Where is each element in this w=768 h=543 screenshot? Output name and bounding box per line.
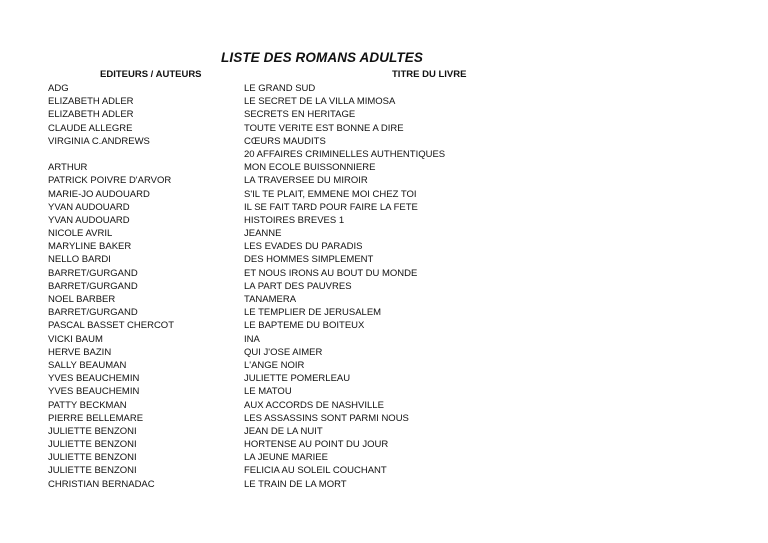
table-row [0,95,768,108]
table-row [0,253,768,266]
book-title-cell: JEAN DE LA NUIT [244,425,323,437]
table-row [0,188,768,201]
book-title-cell: LE MATOU [244,386,292,398]
table-row [0,333,768,346]
author-cell: BARRET/GURGAND [48,307,138,319]
author-cell: YVAN AUDOUARD [48,201,130,213]
table-row [0,399,768,412]
author-cell: PATTY BECKMAN [48,399,127,411]
author-cell: PATRICK POIVRE D'ARVOR [48,175,172,187]
book-title-cell: LE TRAIN DE LA MORT [244,478,347,490]
table-row [0,161,768,174]
author-cell: PASCAL BASSET CHERCOT [48,320,174,332]
book-title-cell: LES ASSASSINS SONT PARMI NOUS [244,412,409,424]
table-row [0,293,768,306]
author-cell: BARRET/GURGAND [48,267,138,279]
book-title-cell: TANAMERA [244,294,297,305]
author-cell: NELLO BARDI [48,254,111,266]
author-cell: YVAN AUDOUARD [48,214,130,226]
author-cell: ELIZABETH ADLER [48,109,134,121]
table-row [0,240,768,253]
book-title-cell: LE SECRET DE LA VILLA MIMOSA [244,96,396,108]
book-title-cell: 20 AFFAIRES CRIMINELLES AUTHENTIQUES [244,148,446,160]
author-cell: HERVE BAZIN [48,346,112,358]
table-row [0,135,768,148]
book-title-cell: LA JEUNE MARIEE [244,452,328,464]
author-cell: PIERRE BELLEMARE [48,412,144,424]
book-title-cell: LE GRAND SUD [244,83,316,94]
author-cell: CHRISTIAN BERNADAC [48,478,155,490]
table-row [0,425,768,438]
author-cell: SALLY BEAUMAN [48,359,127,371]
author-cell: BARRET/GURGAND [48,280,138,292]
author-cell: CLAUDE ALLEGRE [48,122,133,134]
table-row [0,148,768,161]
book-title-cell: FELICIA AU SOLEIL COUCHANT [244,465,387,477]
author-cell: YVES BEAUCHEMIN [48,386,140,398]
book-title-cell: MON ECOLE BUISSONNIERE [244,162,376,174]
book-title-cell: ET NOUS IRONS AU BOUT DU MONDE [244,267,418,279]
authors-column-header: EDITEURS / AUTEURS [100,69,202,80]
table-row [0,174,768,187]
author-cell: YVES BEAUCHEMIN [48,373,140,385]
table-row [0,214,768,227]
author-cell: VICKI BAUM [48,333,103,345]
table-row [0,306,768,319]
book-title-cell: LE BAPTEME DU BOITEUX [244,320,365,332]
titles-column-header: TITRE DU LIVRE [392,69,467,80]
table-row [0,359,768,372]
book-title-cell: LE TEMPLIER DE JERUSALEM [244,307,382,319]
author-cell: VIRGINIA C.ANDREWS [48,135,150,147]
author-cell: ELIZABETH ADLER [48,96,134,108]
book-title-cell: JULIETTE POMERLEAU [244,373,351,385]
author-cell: ADG [48,83,69,94]
table-row [0,319,768,332]
book-title-cell: QUI J'OSE AIMER [244,346,323,358]
book-title-cell: IL SE FAIT TARD POUR FAIRE LA FETE [244,201,418,213]
book-title-cell: S'IL TE PLAIT, EMMENE MOI CHEZ TOI [244,188,417,200]
author-cell: NOEL BARBER [48,294,116,305]
book-title-cell: LA PART DES PAUVRES [244,280,352,292]
book-title-cell: LES EVADES DU PARADIS [244,241,363,253]
book-list [0,82,768,491]
table-row [0,122,768,135]
book-title-cell: CŒURS MAUDITS [244,135,326,147]
table-row [0,201,768,214]
table-row [0,412,768,425]
book-title-cell: AUX ACCORDS DE NASHVILLE [244,399,384,411]
book-title-cell: TOUTE VERITE EST BONNE A DIRE [244,122,404,134]
table-row [0,478,768,491]
table-row [0,82,768,95]
table-row [0,464,768,477]
author-cell: MARIE-JO AUDOUARD [48,188,150,200]
author-cell: JULIETTE BENZONI [48,425,137,437]
author-cell: JULIETTE BENZONI [48,465,137,477]
author-cell: MARYLINE BAKER [48,241,132,253]
book-title-cell: INA [244,333,260,345]
table-row [0,280,768,293]
book-title-cell: LA TRAVERSEE DU MIROIR [244,175,368,187]
author-cell: JULIETTE BENZONI [48,452,137,464]
book-title-cell: JEANNE [244,228,282,240]
author-cell: JULIETTE BENZONI [48,439,137,451]
author-cell: ARTHUR [48,162,88,174]
book-title-cell: DES HOMMES SIMPLEMENT [244,254,374,266]
table-row [0,438,768,451]
table-row [0,372,768,385]
table-row [0,346,768,359]
table-row [0,267,768,280]
page-title: LISTE DES ROMANS ADULTES [221,50,423,65]
book-title-cell: HORTENSE AU POINT DU JOUR [244,439,389,451]
table-row [0,108,768,121]
table-row [0,385,768,398]
table-row [0,451,768,464]
book-title-cell: SECRETS EN HERITAGE [244,109,356,121]
book-title-cell: HISTOIRES BREVES 1 [244,214,345,226]
book-title-cell: L'ANGE NOIR [244,359,305,371]
author-cell: NICOLE AVRIL [48,228,113,240]
table-row [0,227,768,240]
